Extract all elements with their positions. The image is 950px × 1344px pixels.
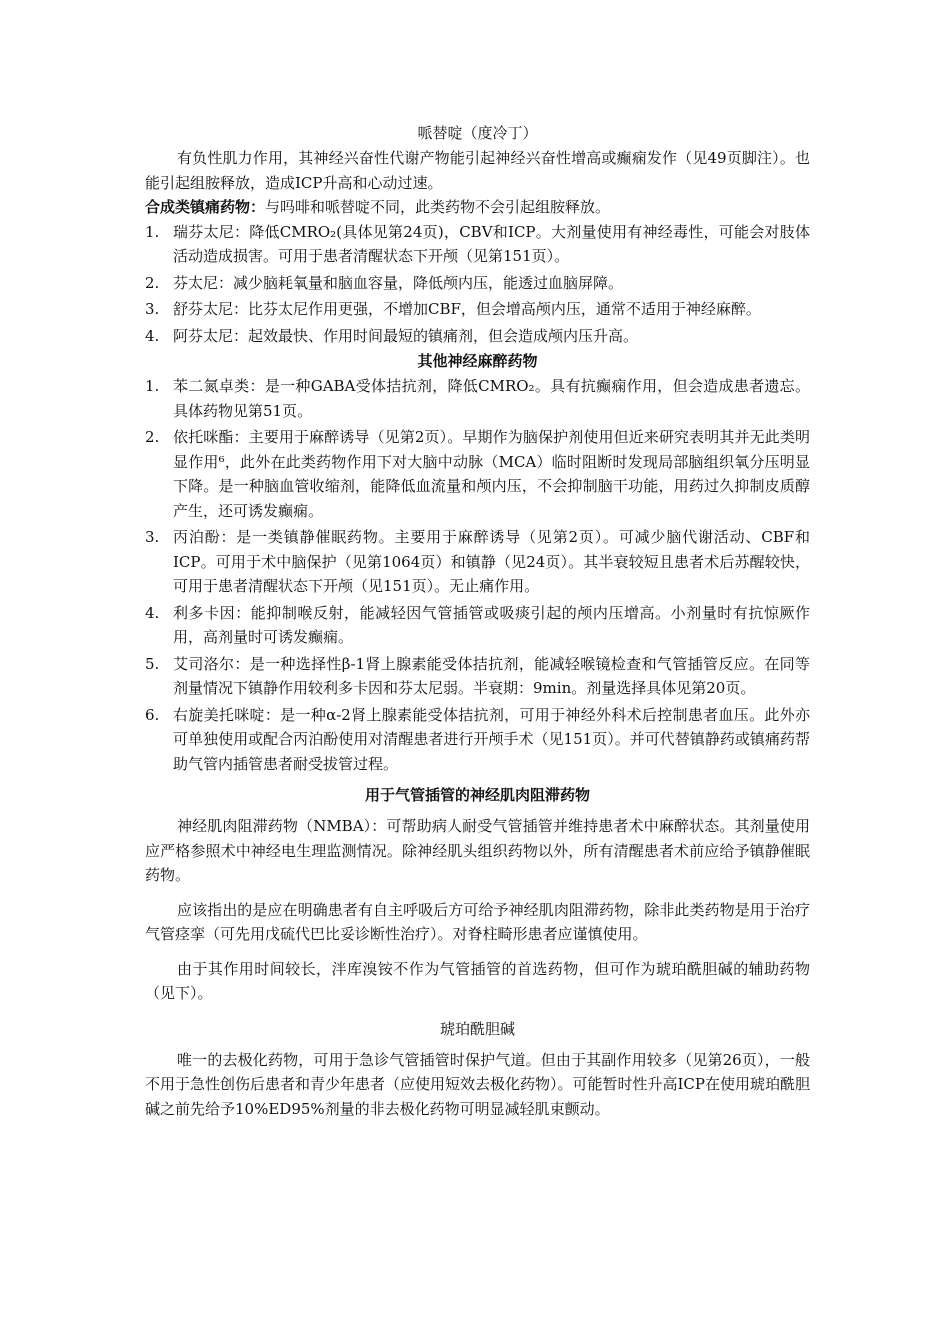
list-item	[145, 652, 810, 701]
nmba-paragraph-2: 应该指出的是应在明确患者有自主呼吸后方可给予神经肌肉阻滞药物，除非此类药物是用于治疗气管痉挛（可先用戊硫代巴比妥诊断性治疗）。对脊柱畸形患者应谨慎使用。	[145, 900, 810, 943]
list-text: 舒芬太尼：比芬太尼作用更强，不增加CBF，但会增高颅内压，通常不适用于神经麻醉。	[173, 300, 761, 318]
succinylcholine-paragraph: 唯一的去极化药物，可用于急诊气管插管时保护气道。但由于其副作用较多（见第26页），一般不用于急性创伤后患者和青少年患者（应使用短效去极化药物）。可能暂时性升高ICP在使用琥珀酰胆碱之前先给予10%ED95%剂量的非去极化药物可明显减轻肌束颤动。	[145, 1050, 810, 1118]
list-item	[145, 374, 810, 423]
list-text: 利多卡因：能抑制喉反射，能减轻因气管插管或吸痰引起的颅内压增高。小剂量时有抗惊厥作用，高剂量时可诱发癫痫。	[173, 603, 810, 646]
list-item	[145, 220, 810, 269]
list-number: 1.	[145, 222, 160, 241]
list-text: 右旋美托咪啶：是一种α-2肾上腺素能受体拮抗剂，可用于神经外科术后控制患者血压。此外亦可单独使用或配合丙泊酚使用对清醒患者进行开颅手术（见151页）。并可代替镇静药或镇痛药帮助气管内插管患者耐受拔管过程。	[173, 705, 810, 773]
nmba-paragraph-3: 由于其作用时间较长，泮库溴铵不作为气管插管的首选药物，但可作为琥珀酰胆碱的辅助药物（见下）。	[145, 959, 810, 1002]
list-item	[145, 601, 810, 650]
list-number: 2.	[145, 428, 160, 446]
pethidine-paragraph: 有负性肌力作用，其神经兴奋性代谢产物能引起神经兴奋性增高或癫痫发作（见49页脚注）。也能引起组胺释放，造成ICP升高和心动过速。	[145, 149, 810, 192]
synthetic-analgesics-label: 合成类镇痛药物：	[145, 198, 266, 216]
list-item	[145, 271, 810, 296]
list-text: 艾司洛尔：是一种选择性β-1肾上腺素能受体拮抗剂，能减轻喉镜检查和气管插管反应。在同等剂量情况下镇静作用较利多卡因和芬太尼弱。半衰期：9min。剂量选择具体见第20页。	[173, 654, 810, 697]
list-number: 3.	[145, 528, 160, 546]
list-text: 丙泊酚：是一类镇静催眠药物。主要用于麻醉诱导（见第2页）。可减少脑代谢活动、CBF和ICP。可用于术中脑保护（见第1064页）和镇静（见24页）。其半衰较短且患者术后苏醒较快，可用于患者清醒状态下开颅（见151页）。无止痛作用。	[173, 528, 810, 595]
other-drugs-list	[145, 374, 810, 776]
list-number: 4.	[145, 603, 160, 622]
list-number: 5.	[145, 654, 160, 673]
list-item	[145, 297, 810, 322]
list-item	[145, 703, 810, 777]
synthetic-analgesics-line	[145, 195, 810, 220]
list-number: 3.	[145, 300, 160, 318]
list-text: 依托咪酯：主要用于麻醉诱导（见第2页）。早期作为脑保护剂使用但近来研究表明其并无此类明显作用⁶，此外在此类药物作用下对大脑中动脉（MCA）临时阻断时发现局部脑组织氧分压明显下降。是一种脑血管收缩剂，能降低血流量和颅内压，不会抑制脑干功能，用药过久抑制皮质醇产生，还可诱发癫痫。	[173, 428, 810, 520]
synthetic-analgesics-list	[145, 220, 810, 349]
nmba-paragraph-1: 神经肌肉阻滞药物（NMBA）：可帮助病人耐受气管插管并维持患者术中麻醉状态。其剂量使用应严格参照术中神经电生理监测情况。除神经肌头组织药物以外，所有清醒患者术前应给予镇静催眠药物。	[145, 817, 810, 884]
section-title-succinylcholine: 琥珀酰胆碱	[439, 1019, 515, 1038]
document-page	[145, 120, 810, 1121]
list-number: 1.	[145, 377, 160, 395]
section-title-pethidine: 哌替啶（度冷丁）	[417, 124, 538, 142]
list-number: 6.	[145, 705, 160, 724]
list-text: 苯二氮卓类：是一种GABA受体拮抗剂，降低CMRO₂。具有抗癫痫作用，但会造成患者遗忘。具体药物见第51页。	[173, 377, 810, 420]
list-number: 2.	[145, 273, 160, 292]
list-item	[145, 324, 810, 349]
section-title-other-drugs: 其他神经麻醉药物	[417, 352, 538, 370]
list-item	[145, 425, 810, 523]
synthetic-analgesics-text: 与吗啡和哌替啶不同，此类药物不会引起组胺释放。	[265, 198, 611, 216]
list-text: 瑞芬太尼：降低CMRO₂(具体见第24页)，CBV和ICP。大剂量使用有神经毒性，可能会对肢体活动造成损害。可用于患者清醒状态下开颅（见第151页）。	[173, 222, 810, 265]
list-text: 芬太尼：减少脑耗氧量和脑血容量，降低颅内压，能透过血脑屏障。	[173, 273, 624, 292]
list-number: 4.	[145, 326, 160, 345]
section-title-nmba: 用于气管插管的神经肌肉阻滞药物	[364, 786, 590, 804]
list-text: 阿芬太尼：起效最快、作用时间最短的镇痛剂，但会造成颅内压升高。	[173, 326, 639, 345]
list-item	[145, 525, 810, 599]
